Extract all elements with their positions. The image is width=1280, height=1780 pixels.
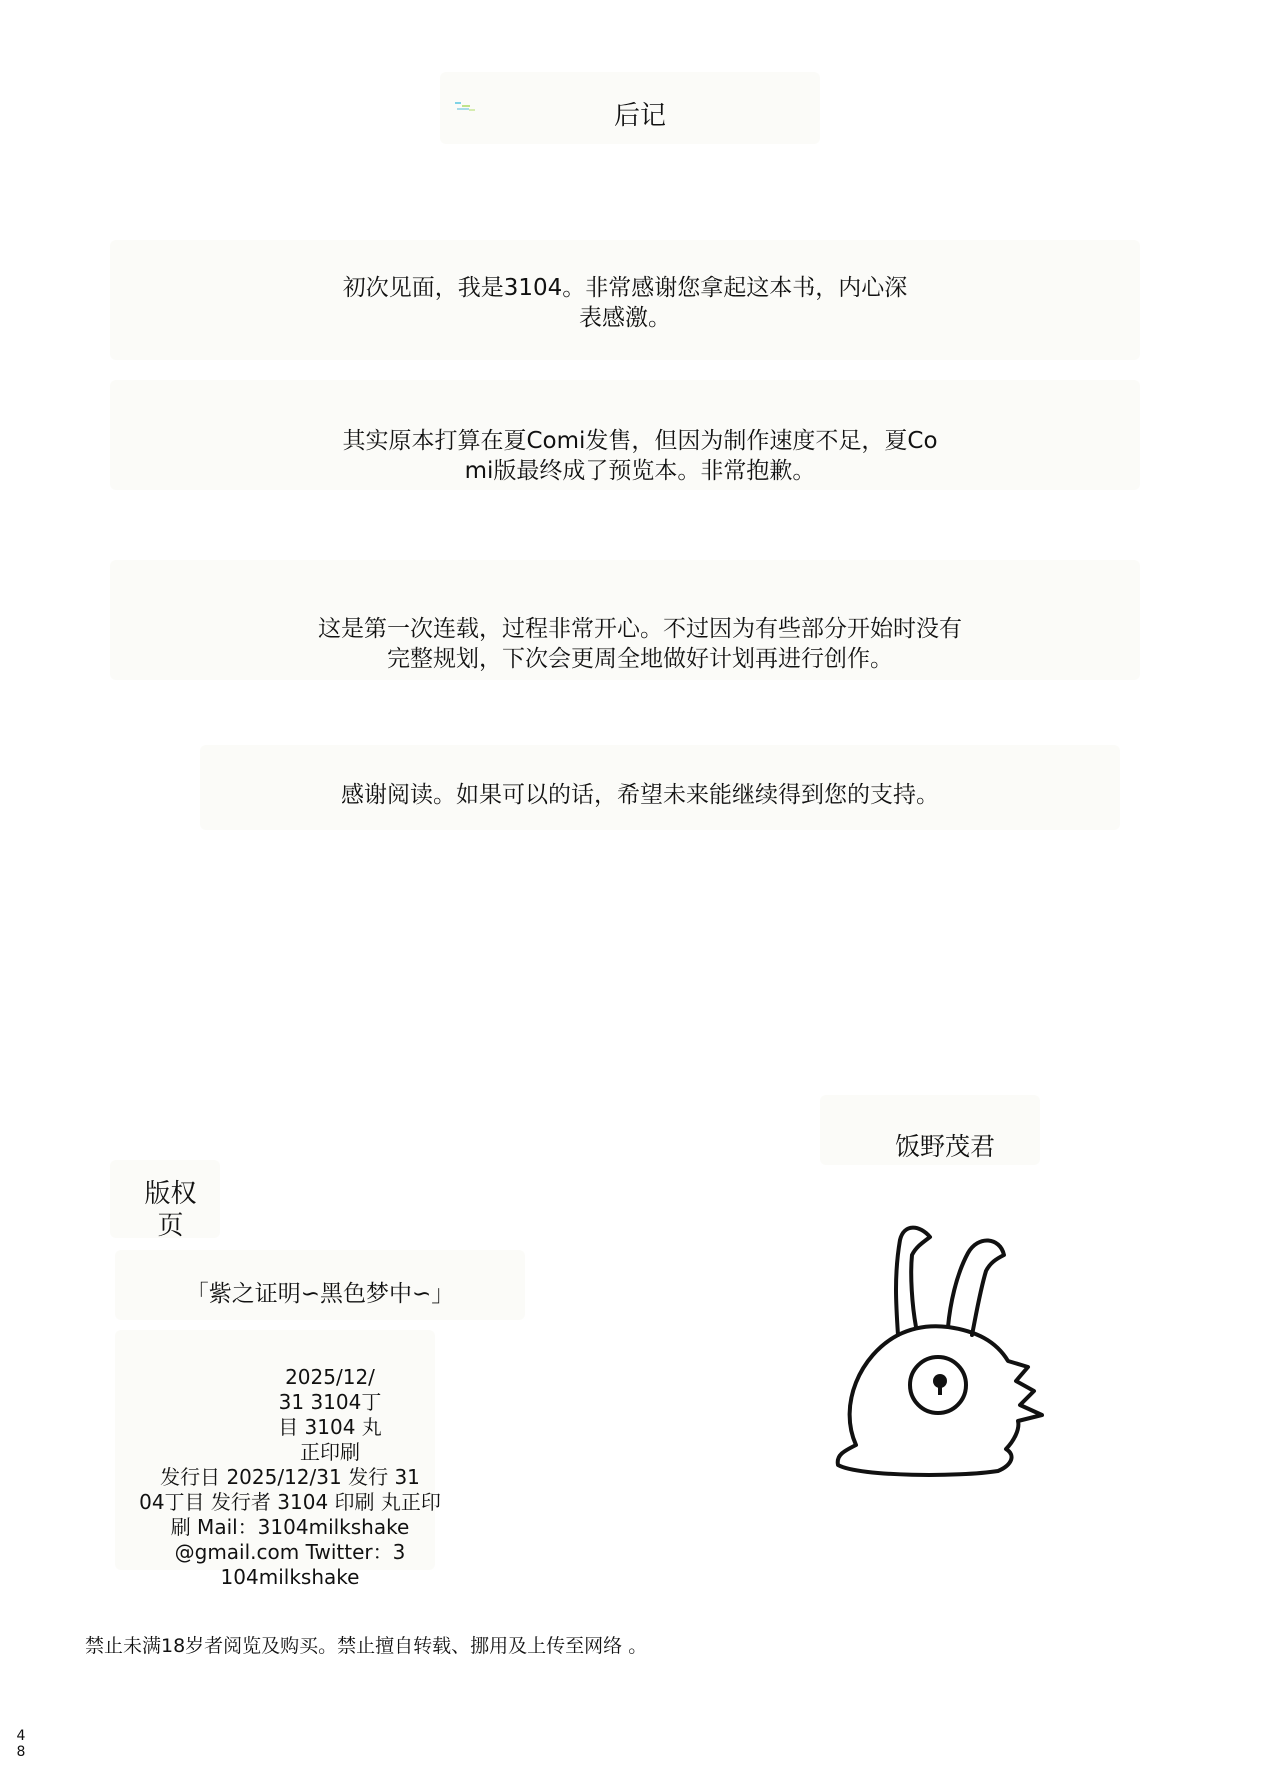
afterword-paragraph-3: 这是第一次连载，过程非常开心。不过因为有些部分开始时没有 完整规划，下次会更周全地做好计划再进行创作。 — [318, 616, 962, 672]
afterword-paragraph-2: 其实原本打算在夏Comi发售，但因为制作速度不足，夏Co mi版最终成了预览本。非常抱歉。 — [342, 428, 938, 484]
colophon-heading: 版权 页 — [144, 1179, 197, 1241]
age-restriction-notice: 禁止未满18岁者阅览及购买。禁止擅自转载、挪用及上传至网络 。 — [85, 1635, 648, 1657]
book-title: 「紫之证明∽黑色梦中∽」 — [185, 1281, 455, 1307]
afterword-paragraph-1: 初次见面，我是3104。非常感谢您拿起这本书，内心深 表感激。 — [342, 275, 908, 331]
author-name: 饭野茂君 — [894, 1132, 995, 1161]
upside-down-rabbit-doodle-icon — [820, 1215, 1080, 1480]
colophon-date-block: 2025/12/ 31 3104丁 目 3104 丸 正印刷 — [278, 1365, 382, 1464]
afterword-paragraph-4: 感谢阅读。如果可以的话，希望未来能继续得到您的支持。 — [341, 782, 939, 808]
colophon-publisher-block: 发行日 2025/12/31 发行 31 04丁目 发行者 3104 印刷 丸正印 刷 Mail：3104milkshake @gmail.com Twitter：3 104milkshake — [139, 1465, 441, 1589]
page-number: 4 8 — [16, 1728, 26, 1760]
afterword-title: 后记 — [613, 101, 666, 131]
